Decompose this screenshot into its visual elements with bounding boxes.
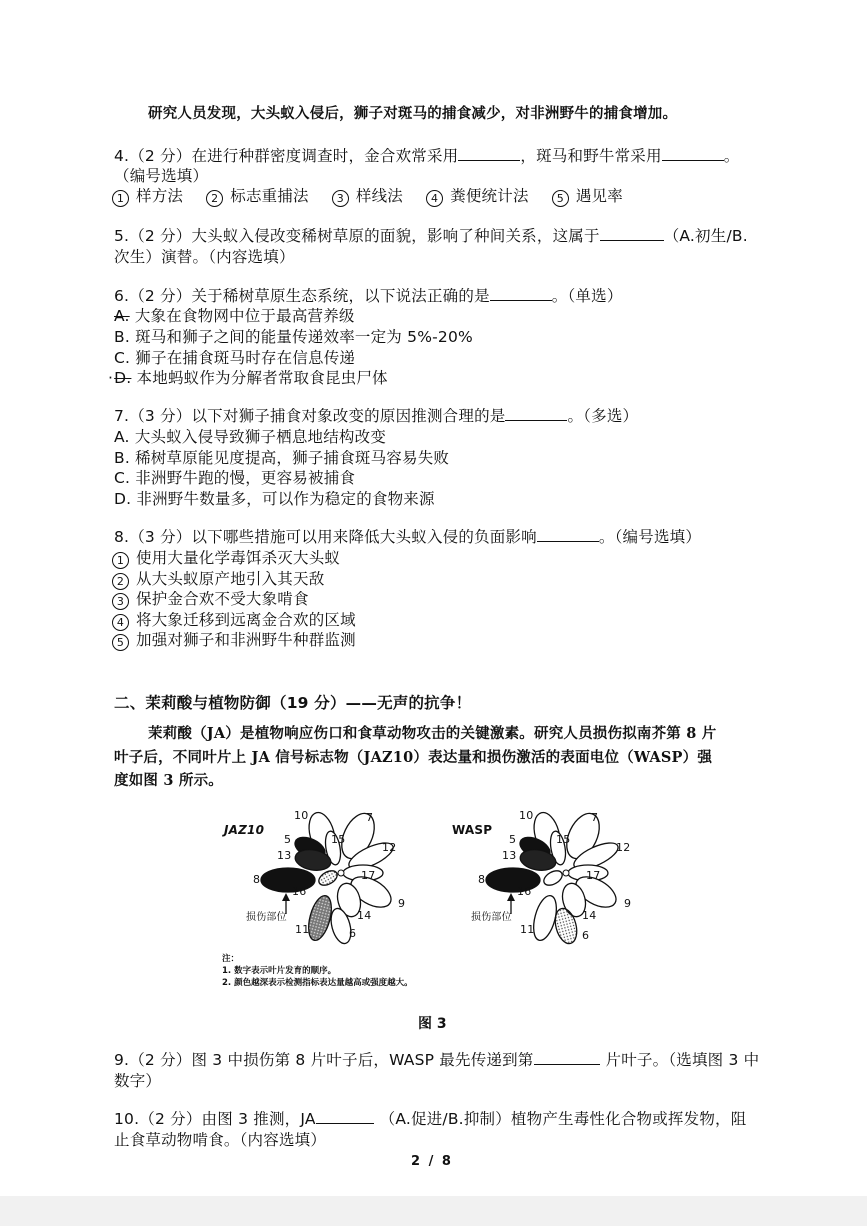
question-7-option-c: C. 非洲野牛跑的慢，更容易被捕食 bbox=[114, 469, 356, 487]
option-item: 3 样线法 bbox=[332, 187, 403, 205]
leaf-number: 6 bbox=[582, 929, 590, 942]
question-10-line-1: 10.（2 分）由图 3 推测，JA （A.促进/B.抑制）植物产生毒性化合物或挥发物，阻 bbox=[114, 1110, 747, 1128]
question-5-line-2: 次生）演替。（内容选填） bbox=[114, 248, 295, 266]
leaf-number: 11 bbox=[295, 923, 310, 936]
leaf-number: 14 bbox=[582, 909, 597, 922]
scan-bottom-edge bbox=[0, 1196, 867, 1226]
section-2-para-line-2: 叶子后，不同叶片上 JA 信号标志物（JAZ10）表达量和损伤激活的表面电位（WASP）强 bbox=[114, 749, 713, 766]
question-9-line-2: 数字） bbox=[114, 1072, 162, 1090]
leaf-number: 17 bbox=[361, 869, 376, 882]
answer-blank[interactable] bbox=[458, 146, 520, 161]
section-2-para-line-1: 茉莉酸（JA）是植物响应伤口和食草动物攻击的关键激素。研究人员损伤拟南芥第 8 片 bbox=[148, 725, 717, 742]
question-6-option-d: ·D. 本地蚂蚁作为分解者常取食昆虫尸体 bbox=[108, 369, 388, 387]
leaf-number: 16 bbox=[517, 885, 532, 898]
leaf-number: 16 bbox=[292, 885, 307, 898]
figure-note-1: 1. 数字表示叶片发育的顺序。 bbox=[222, 966, 337, 976]
question-8-option-4: 4 将大象迁移到远离金合欢的区域 bbox=[112, 610, 356, 631]
question-7-stem: 7.（3 分）以下对狮子捕食对象改变的原因推测合理的是 。（多选） bbox=[114, 407, 639, 425]
answer-blank[interactable] bbox=[537, 527, 599, 542]
question-8-option-5: 5 加强对狮子和非洲野牛种群监测 bbox=[112, 630, 356, 651]
answer-blank[interactable] bbox=[534, 1050, 600, 1065]
leaf-number: 13 bbox=[502, 849, 517, 862]
question-10-line-2: 止食草动物啃食。（内容选填） bbox=[114, 1131, 327, 1149]
leaf-number: 17 bbox=[586, 869, 601, 882]
question-5-line-1: 5.（2 分）大头蚁入侵改变稀树草原的面貌，影响了种间关系，这属于 （A.初生/B. bbox=[114, 227, 748, 245]
option-item: 1 样方法 bbox=[112, 187, 183, 205]
section-2-para-line-3: 度如图 3 所示。 bbox=[114, 772, 223, 789]
leaf-number: 11 bbox=[520, 923, 535, 936]
leaf-number: 9 bbox=[398, 897, 406, 910]
injury-site-label: 损伤部位 bbox=[471, 912, 512, 923]
leaf-number: 10 bbox=[519, 809, 534, 822]
jaz10-label: JAZ10 bbox=[224, 823, 265, 837]
leaf-number: 13 bbox=[277, 849, 292, 862]
leaf-number: 12 bbox=[382, 841, 397, 854]
question-9-line-1: 9.（2 分）图 3 中损伤第 8 片叶子后，WASP 最先传递到第 片叶子。（选填图 3 中 bbox=[114, 1051, 760, 1069]
question-7-option-a: A. 大头蚁入侵导致狮子栖息地结构改变 bbox=[114, 428, 387, 446]
page-number: 2 / 8 bbox=[411, 1154, 453, 1169]
question-6-option-c: C. 狮子在捕食斑马时存在信息传递 bbox=[114, 349, 356, 367]
leaf-number: 14 bbox=[357, 909, 372, 922]
figure-note-2: 2. 颜色越深表示检测指标表达量越高或强度越大。 bbox=[222, 978, 413, 988]
answer-blank[interactable] bbox=[505, 406, 567, 421]
pen-mark: · bbox=[108, 369, 114, 387]
leaf-number: 5 bbox=[509, 833, 517, 846]
intro-line: 研究人员发现，大头蚁入侵后，狮子对斑马的捕食减少，对非洲野牛的捕食增加。 bbox=[148, 105, 678, 122]
leaf-number: 5 bbox=[284, 833, 292, 846]
answer-blank[interactable] bbox=[600, 226, 664, 241]
leaf-number: 8 bbox=[253, 873, 261, 886]
question-4-options bbox=[112, 186, 641, 207]
question-8-option-3: 3 保护金合欢不受大象啃食 bbox=[112, 589, 309, 610]
answer-blank[interactable] bbox=[316, 1109, 374, 1124]
leaf-number: 7 bbox=[591, 811, 599, 824]
leaf-number: 15 bbox=[331, 833, 346, 846]
option-item: 2 标志重捕法 bbox=[206, 187, 309, 205]
question-6-option-a: A. 大象在食物网中位于最高营养级 bbox=[114, 307, 355, 325]
question-4-hint: （编号选填） bbox=[114, 167, 209, 185]
leaf-number: 6 bbox=[349, 927, 357, 940]
option-item: 4 粪便统计法 bbox=[426, 187, 529, 205]
figure-caption: 图 3 bbox=[418, 1016, 447, 1032]
question-7-option-b: B. 稀树草原能见度提高，狮子捕食斑马容易失败 bbox=[114, 449, 450, 467]
question-6-option-b: B. 斑马和狮子之间的能量传递效率一定为 5%-20% bbox=[114, 328, 473, 346]
leaf-number: 9 bbox=[624, 897, 632, 910]
answer-blank[interactable] bbox=[662, 146, 724, 161]
leaf-number: 7 bbox=[366, 811, 374, 824]
section-2-title: 二、茉莉酸与植物防御（19 分）——无声的抗争！ bbox=[114, 694, 472, 712]
figure-note-title: 注： bbox=[222, 954, 240, 964]
leaf-number: 15 bbox=[556, 833, 571, 846]
leaf-number: 12 bbox=[616, 841, 631, 854]
figure-3-diagram bbox=[218, 800, 658, 950]
question-8-option-2: 2 从大头蚁原产地引入其天敌 bbox=[112, 569, 324, 590]
wasp-label: WASP bbox=[452, 823, 493, 837]
question-7-option-d: D. 非洲野牛数量多，可以作为稳定的食物来源 bbox=[114, 490, 435, 508]
option-item: 5 遇见率 bbox=[552, 187, 623, 205]
answer-blank[interactable] bbox=[490, 286, 552, 301]
question-8-stem: 8.（3 分）以下哪些措施可以用来降低大头蚁入侵的负面影响 。（编号选填） bbox=[114, 528, 702, 546]
question-8-option-1: 1 使用大量化学毒饵杀灭大头蚁 bbox=[112, 548, 340, 569]
injury-site-label: 损伤部位 bbox=[246, 912, 287, 923]
question-6-stem: 6.（2 分）关于稀树草原生态系统，以下说法正确的是 。（单选） bbox=[114, 287, 623, 305]
leaf-number: 10 bbox=[294, 809, 309, 822]
leaf-number: 8 bbox=[478, 873, 486, 886]
question-4-stem: 4.（2 分）在进行种群密度调查时，金合欢常采用 ，斑马和野牛常采用 。 bbox=[114, 147, 740, 165]
